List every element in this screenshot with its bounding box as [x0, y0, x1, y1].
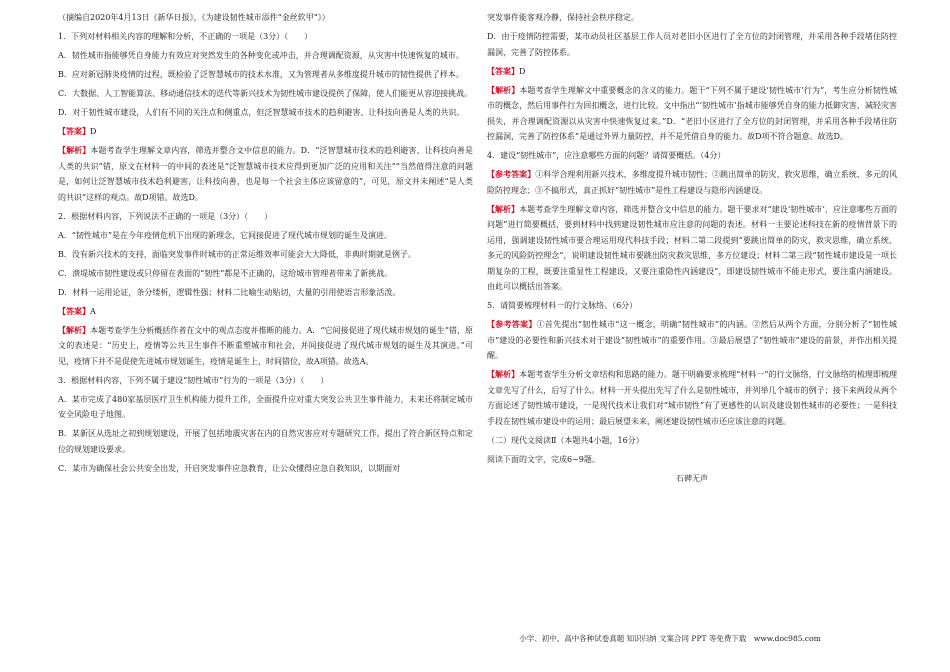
explanation-tag: 【解析】: [487, 84, 520, 95]
explanation-text: 本题考查学生理解文中重要概念的含义的能力。题干“下列不属于建设‘韧性城市’行为”，考生应分析韧性城市的概念，然后用事件行为回扣概念，进行比较。文中指出“‘韧性城市’指城市能够凭自身的能力抵御灾害，减轻灾害损失，并合理调配资源以从灾害中快速恢复过来。”D．“老旧小区进行了全方位的封闭管理，并采用各种手段堵住防控漏洞，完善了防控体系”是通过外界力量防控，并不是凭借自身的能力。故D项不符合题意。故选D。: [487, 85, 898, 141]
question-4: 4．建设“韧性城市”，应注意哪些方面的问题？请简要概括。（4分）: [487, 151, 726, 160]
q1-option-d: D．对于韧性城市建设，人们有不同的关注点和侧重点，但泛智慧城市技术的趋利避害、让科技向善是人类的共识。: [58, 108, 465, 117]
q1-option-c: C．大数据、人工智能算法、移动通信技术的迭代等新兴技术为韧性城市建设提供了保障，使人们能更从容迎接挑战。: [58, 89, 473, 98]
reference-tag: 【参考答案】: [487, 169, 536, 179]
answer-tag: 【答案】: [58, 126, 90, 136]
reference-tag: 【参考答案】: [487, 319, 537, 329]
answer-1: [58, 124, 473, 140]
reference-answer-5: [487, 317, 897, 364]
answer-tag: 【答案】: [487, 65, 519, 76]
explanation-text: 本题考查学生理解文章内容，筛选并整合文中信息的能力。题干要求对“建设‘韧性城市’，应注意哪些方面的问题”进行简要概括，要到材料中找到建设韧性城市应注意的问题的表述。材料一主要论述科技在新的疫情背景下的运用，强调建设韧性城市要合理运用现代科技手段；材料二第二段提到“要跳出简单的防灾、救灾思维，确立系统、多元的风险防控理念”，说明建设韧性城市要跳出防灾救灾思维，多方位建设；材料二第三段“韧性城市建设是一项长期复杂的工程，既要注重显性工程建设，又要注重隐性内涵建设”，即建设韧性城市不能走形式，要注重内涵建设。由此可以概括出答案。: [487, 204, 898, 291]
explanation-text: 本题考查学生理解文章内容，筛选并整合文中信息的能力。D．“泛智慧城市技术的趋利避害、让科技向善是人类的共识”错，原文在材料一的中间的表述是“泛智慧城市技术应得到更加广泛的应用和关注”“当然值得注意的问题是，如何让泛智慧城市技术趋利避害，让科技向善，也是每一个社会主体应该留意的”，可见，原文并未阐述“是人类的共识”这样的观点。故D项错。故选D。: [58, 146, 474, 202]
reference-text: ①首先提出“韧性城市”这一概念，明确“韧性城市”的内涵。②然后从两个方面，分别分析了“韧性城市”建设的必要性和新兴技术对于建设“韧性城市”的重要作用。③最后展望了“韧性城市”建设的前景，并作出相关提醒。: [487, 320, 897, 360]
q3-option-c: C．某市为确保社会公共安全出发，开启突发事件应急教育，让公众懂得应急自救知识，以期面对: [58, 463, 401, 473]
q2-option-c: C．溃堤城市韧性建设或只停留在表面的“韧性”都是不正确的，这给城市管理者带来了新挑战。: [58, 268, 393, 278]
explanation-4: [487, 202, 897, 295]
reference-text: ①科学合理利用新兴技术，多维度提升城市韧性；②跳出简单的防灾、救灾思维，确立系统、多元的风险防控理念；③不搞形式，真正抓好“韧性城市”是性工程建设与隐形内涵建设。: [487, 170, 898, 195]
answer-value: A: [90, 306, 96, 316]
explanation-tag: 【解析】: [58, 145, 91, 155]
answer-tag: 【答案】: [58, 305, 90, 316]
q2-option-b: B．没有新兴技术的支持，面临突发事件时城市的正常运维效率可能会大大降低，非典时期就是例子。: [58, 249, 416, 259]
explanation-2: [58, 323, 473, 370]
answer-value: D: [519, 66, 526, 76]
answer-2: [58, 304, 473, 320]
explanation-5: [487, 367, 897, 429]
explanation-1: [58, 143, 473, 205]
left-column: [58, 10, 473, 480]
page-footer: 小学、初中、高中各种试卷真题 知识归纳 文案合同 PPT 等免费下载 www.doc985.com: [519, 634, 821, 643]
q2-option-d: D．材料一运用论证，条分缕析，逻辑性强；材料二比喻生动贴切，大量的引用使语言形象活泼。: [58, 287, 401, 297]
q3-option-c-continued: 突发事件能客观冷静，保持社会秩序稳定。: [487, 13, 639, 22]
explanation-text: 本题考查学生分析文章结构和思路的能力。题干明确要求梳理“材料一”的行文脉络，行文脉络的梳理即梳理文章先写了什么，后写了什么。材料一开头提出先写了什么是韧性城市，并列举几个城市的例子；接下来两段从两个方面论述了韧性城市建设，一是现代技术让我们对“城市韧性”有了更感性的认识及建设韧性城市的必要性；一是科技手段在韧性城市建设中的运用；最后展望未来，阐述建设韧性城市还应该注意的问题。: [487, 370, 898, 426]
question-1: 1．下列对材料相关内容的理解和分析，不正确的一项是（3分）（ ）: [58, 32, 313, 41]
explanation-tag: 【解析】: [487, 203, 520, 214]
question-2: 2．根据材料内容，下列说法不正确的一项是（3分）（ ）: [58, 211, 273, 221]
question-3: 3．根据材料内容，下列不属于建设“韧性城市”行为的一项是（3分）（ ）: [58, 375, 329, 385]
q2-option-a: A．“韧性城市”是在今年疫情危机下出现的新理念，它间接促进了现代城市规划的诞生及演进。: [58, 230, 392, 240]
question-5: 5．请简要梳理材料一的行文脉络。（6分）: [487, 301, 638, 310]
reading-instruction: 阅读下面的文字，完成6~9题。: [487, 454, 600, 464]
passage-title: 石碑无声: [676, 473, 708, 483]
explanation-tag: 【解析】: [58, 324, 91, 335]
source-citation: （摘编自2020年4月13日《新华日报》，《为建设韧性城市添件“金丝软甲”》）: [58, 13, 330, 22]
reference-answer-4: [487, 167, 897, 198]
explanation-tag: 【解析】: [487, 369, 520, 379]
answer-3: [487, 64, 897, 80]
q3-option-d: D．由于疫情防控需要，某市动员社区基层工作人员对老旧小区进行了全方位的封闭管理，并采用各种手段堵住防控漏洞，完善了防控体系。: [487, 32, 897, 57]
explanation-3: [487, 83, 897, 145]
section-heading: （二）现代文阅读Ⅱ（本题共4小题，16分）: [487, 435, 644, 445]
answer-value: D: [90, 127, 97, 136]
right-column: [487, 10, 897, 490]
q1-option-a: A．韧性城市指能够凭自身能力有效应对突然发生的各种变化或冲击，并合理调配资源，从灾害中快速恢复的城市。: [58, 51, 464, 60]
q1-option-b: B．应对新冠肺炎疫情的过程，既检验了泛智慧城市的技术水准，又为管理者从多维度提升城市的韧性提供了样本。: [58, 70, 464, 79]
explanation-text: 本题考查学生分析概括作者在文中的观点态度并推断的能力。A．“它间接促进了现代城市规划的诞生”错，原文的表述是：“历史上，疫情等公共卫生事件不断重塑城市和社会，并间接促进了现代城市规划的诞生及其演进。”可见，疫情下并不是促使先进城市规划诞生，疫情是诞生上，时间错位，故A项错。故选A。: [58, 325, 474, 366]
q3-option-b: B．某新区从选址之初到规划建设，开展了包括地震灾害在内的自然灾害应对专题研究工作，提出了符合新区特点和定位的规划建设要求。: [58, 429, 473, 454]
q3-option-a: A．某市完成了480家基层医疗卫生机构能力提升工作，全面提升应对重大突发公共卫生事件能力，未来还将制定城市安全风险电子地图。: [58, 394, 473, 419]
